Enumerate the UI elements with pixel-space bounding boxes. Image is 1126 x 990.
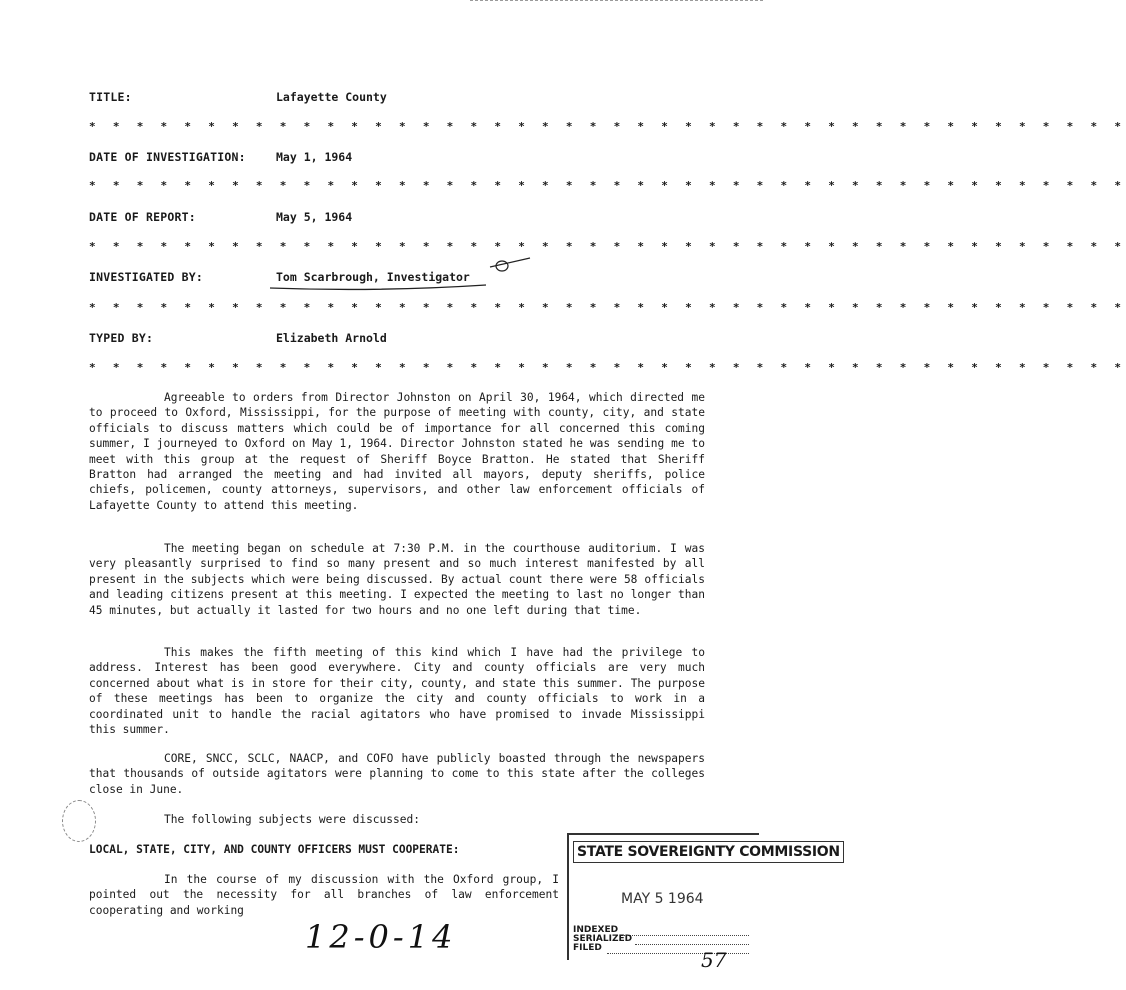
paragraph-cooperation: In the course of my discussion with the Oxford group, I pointed out the necessity for all branches of law enforcement cooperating and working — [89, 873, 559, 917]
separator-line: * * * * * * * * * * * * * * * * * * * * * * * * * * * * * * * * * * * * * * * * * * * * — [89, 240, 1126, 253]
separator-line: * * * * * * * * * * * * * * * * * * * * * * * * * * * * * * * * * * * * * * * * * * * * — [89, 179, 1126, 192]
typed-by-value: Elizabeth Arnold — [276, 331, 387, 345]
title-label: TITLE: — [89, 90, 132, 104]
stamp-filed-line — [607, 953, 749, 954]
paragraph-meeting: The meeting began on schedule at 7:30 P.M. in the courthouse auditorium. I was very pleasantly surprised to find so many present and so much interest manifested by all present in the subjects which were being discussed. By actual count there were 58 officials and leading citizens present at this meeting. I expected the meeting to last no longer than 45 minutes, but actually it lasted for two hours and no one left during that time. — [89, 542, 705, 617]
paragraph-fifth-meeting: This makes the fifth meeting of this kind which I have had the privilege to address. Interest has been good everywhere. City and county officials are very much concerned about what is in store for their city, county, and state this summer. The purpose of these meetings has been to organize the city and county officials to work in a coordinated unit to handle the racial agitators who have promised to invade Mississippi this summer. — [89, 646, 705, 737]
stamp-serialized: SERIALIZED — [573, 934, 633, 944]
stamp-indexed-line — [621, 935, 749, 936]
separator-line: * * * * * * * * * * * * * * * * * * * * * * * * * * * * * * * * * * * * * * * * * * * * — [89, 120, 1126, 133]
stamp-indexed: INDEXED — [573, 925, 619, 935]
commission-stamp — [567, 833, 840, 960]
title-value: Lafayette County — [276, 90, 387, 104]
paragraph-subjects: The following subjects were discussed: — [164, 813, 420, 826]
stamp-filed: FILED — [573, 943, 602, 953]
date-of-investigation-value: May 1, 1964 — [276, 150, 353, 164]
separator-line: * * * * * * * * * * * * * * * * * * * * * * * * * * * * * * * * * * * * * * * * * * * * — [89, 301, 1126, 314]
page-edge — [470, 0, 763, 4]
date-of-investigation-label: DATE OF INVESTIGATION: — [89, 150, 246, 164]
paragraph-organizations: CORE, SNCC, SCLC, NAACP, and COFO have publicly boasted through the newspapers that thousands of outside agitators were planning to come to this state after the colleges close in June. — [89, 752, 705, 796]
handwritten-mark — [488, 254, 533, 274]
punch-hole-mark — [62, 800, 96, 842]
section-heading: LOCAL, STATE, CITY, AND COUNTY OFFICERS MUST COOPERATE: — [89, 843, 460, 856]
stamp-serialized-line — [635, 944, 749, 945]
investigated-by-label: INVESTIGATED BY: — [89, 270, 203, 284]
paragraph-orders: Agreeable to orders from Director Johnston on April 30, 1964, which directed me to proceed to Oxford, Mississippi, for the purpose of meeting with county, city, and state officials to discuss matters which could be of importance for all concerned this coming summer, I journeyed to Oxford on May 1, 1964. Director Johnston stated he was sending me to meet with this group at the request of Sheriff Boyce Bratton. He stated that Sheriff Bratton had arranged the meeting and had invited all mayors, deputy sheriffs, police chiefs, policemen, county attorneys, supervisors, and other law enforcement officials of Lafayette County to attend this meeting. — [89, 391, 705, 512]
date-of-report-value: May 5, 1964 — [276, 210, 353, 224]
handwritten-underline — [268, 283, 488, 291]
date-of-report-label: DATE OF REPORT: — [89, 210, 196, 224]
handwritten-initials: 57 — [701, 948, 727, 972]
separator-line: * * * * * * * * * * * * * * * * * * * * * * * * * * * * * * * * * * * * * * * * * * * * — [89, 361, 1126, 374]
stamp-date: MAY 5 1964 — [621, 891, 704, 907]
stamp-title: STATE SOVEREIGNTY COMMISSION — [573, 841, 844, 863]
handwritten-file-number: 12-0-14 — [305, 918, 457, 956]
investigated-by-value: Tom Scarbrough, Investigator — [276, 270, 470, 284]
typed-by-label: TYPED BY: — [89, 331, 154, 345]
